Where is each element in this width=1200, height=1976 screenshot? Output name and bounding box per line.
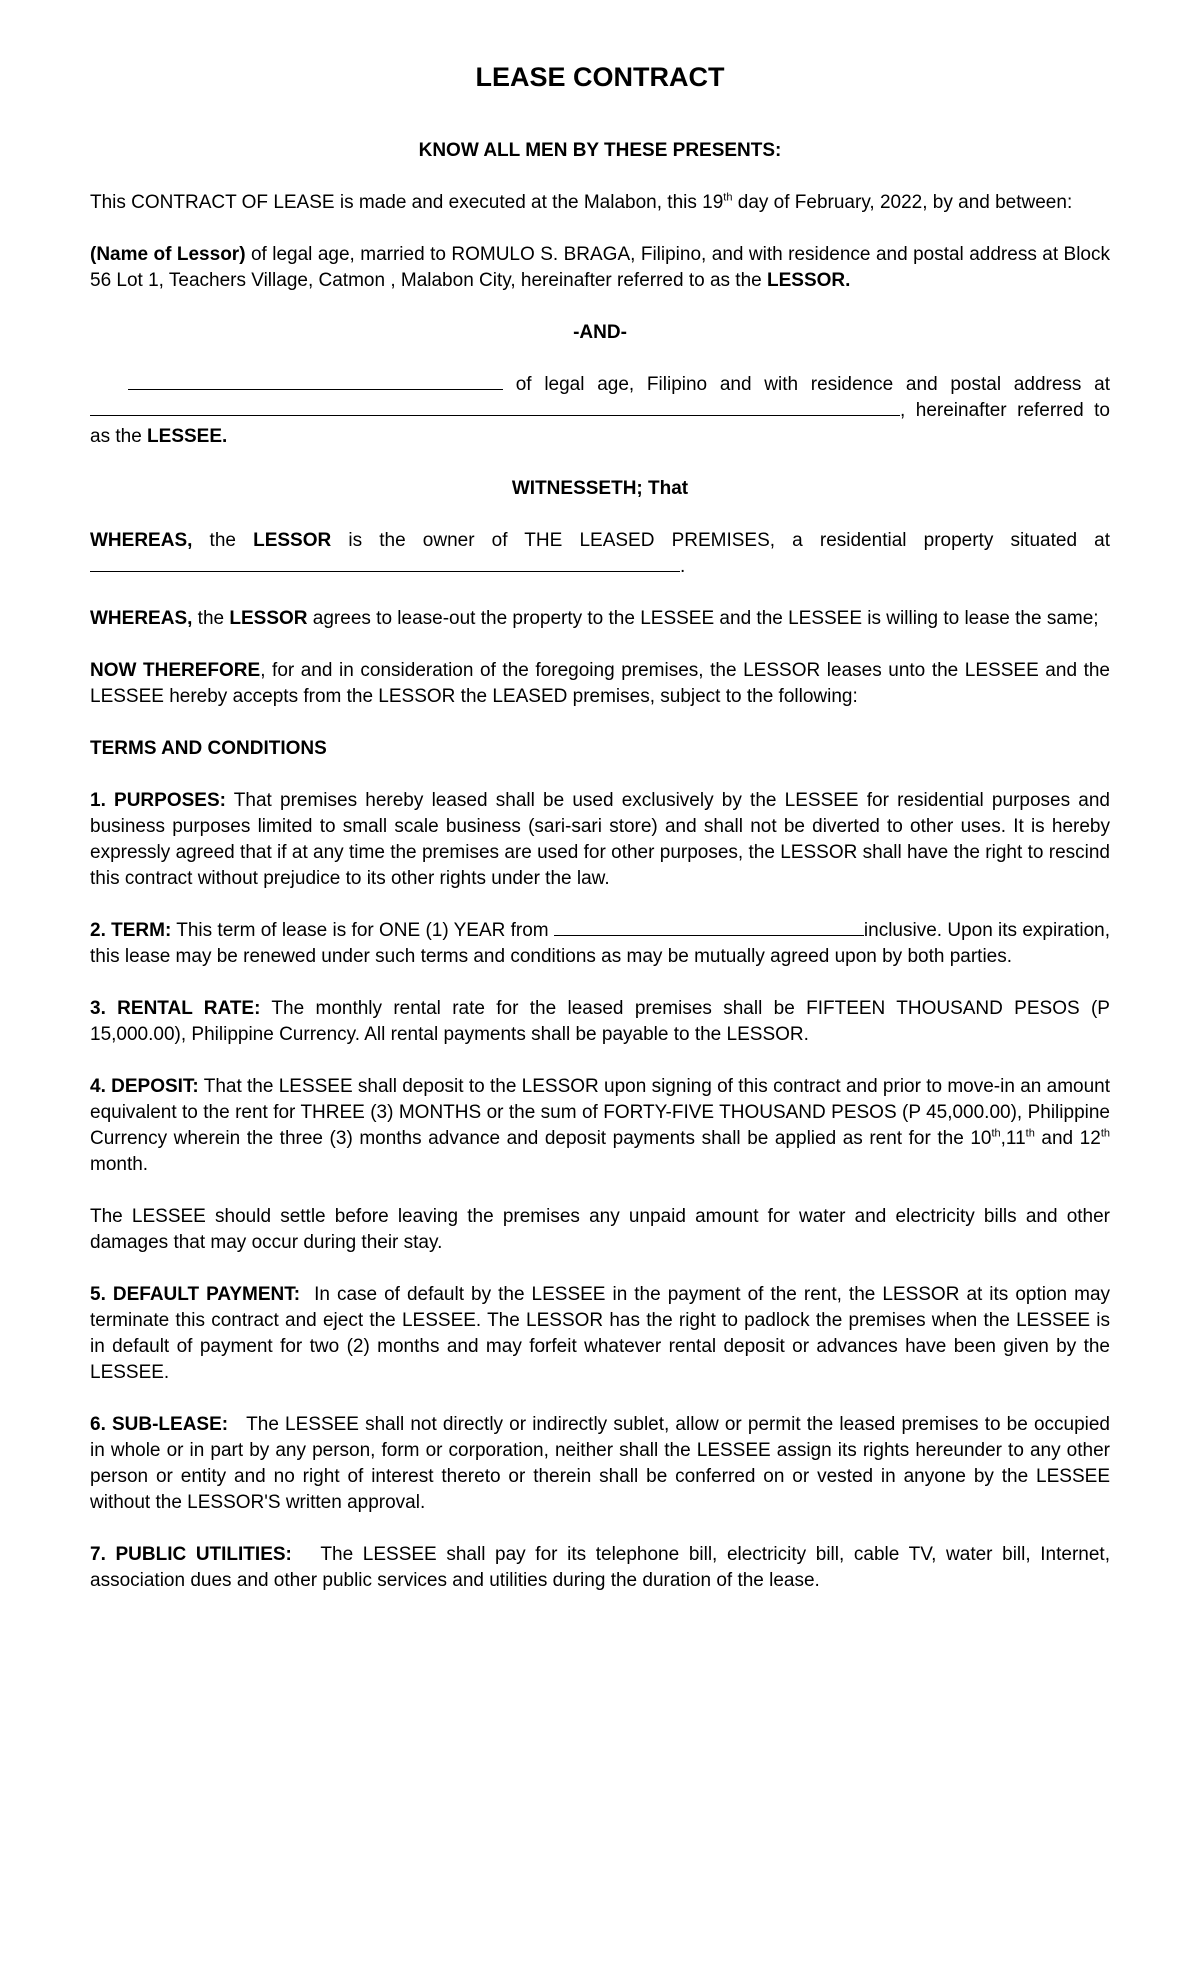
para-lessor: [90, 242, 1110, 294]
blank-fill-in-line: [90, 400, 900, 416]
para-intro: [90, 190, 1110, 216]
text-segment: LESSOR.: [767, 270, 851, 291]
document-title: LEASE CONTRACT: [475, 62, 725, 92]
text-segment: (Name of Lessor): [90, 244, 246, 265]
text-segment: LESSOR: [253, 530, 332, 551]
text-segment: The LESSEE should settle before leaving the premises any unpaid amount for water and electricity bills and other damages that may occur during their stay.: [90, 1206, 1110, 1253]
heading-terms-and-conditions: TERMS AND CONDITIONS: [90, 738, 327, 759]
text-segment: In case of default by the LESSEE in the payment of the rent, the LESSOR at its option may terminate this contract and eject the LESSEE. The LESSOR has the right to padlock the premises when the LESSEE is in default of payment for two (2) months and may forfeit whatever rental deposit or advances have been given by the LESSEE.: [90, 1284, 1111, 1383]
text-segment: That the LESSEE shall deposit to the LESSOR upon signing of this contract and prior to move-in an amount equivalent to the rent for THREE (3) MONTHS or the sum of FORTY-FIVE THOUSAND PESOS (P 45,000.00), Philippine Currency wherein the three (3) months advance and deposit payments shall be applied as rent for the 10: [90, 1076, 1111, 1149]
text-segment: day of February, 2022, by and between:: [732, 192, 1073, 213]
text-segment: 1. PURPOSES:: [90, 790, 226, 811]
text-segment: agrees to lease-out the property to the LESSEE and the LESSEE is willing to lease the same;: [307, 608, 1099, 629]
para-deposit-note: [90, 1204, 1110, 1256]
clause-purposes: [90, 788, 1110, 892]
clause-public-utilities: [90, 1542, 1110, 1594]
clause-sublease: [90, 1412, 1110, 1516]
heading-witnesseth: WITNESSETH; That: [511, 478, 689, 499]
text-segment: 5. DEFAULT PAYMENT:: [90, 1284, 301, 1305]
para-whereas-lease-out: [90, 606, 1110, 632]
text-segment: That premises hereby leased shall be used exclusively by the LESSEE for residential purposes and business purposes limited to small scale business (sari-sari store) and shall not be diverted to other uses. It is hereby expressly agreed that if at any time the premises are used for other purposes, the LESSOR shall have the right to rescind this contract without prejudice to its other rights under the law.: [90, 790, 1110, 889]
text-segment: WHEREAS,: [90, 608, 193, 629]
clause-term: [90, 918, 1110, 970]
text-segment: NOW THEREFORE: [90, 660, 261, 681]
para-whereas-owner: [90, 528, 1110, 580]
blank-fill-in-line: [554, 920, 864, 936]
text-segment: ,11: [1000, 1128, 1026, 1149]
text-segment: month.: [90, 1154, 149, 1175]
text-segment: LESSOR: [229, 608, 308, 629]
text-segment: 6. SUB-LEASE:: [90, 1414, 229, 1435]
text-segment: the: [192, 530, 254, 551]
text-segment: This term of lease is for ONE (1) YEAR from: [171, 920, 554, 941]
spacer: [90, 389, 128, 390]
text-segment: th: [723, 191, 733, 204]
text-segment: inclusive. Upon its expiration, this lease may be renewed under such terms and conditions as may be mutually agreed upon by both parties.: [90, 920, 1110, 967]
text-segment: is the owner of THE LEASED PREMISES, a residential property situated at: [331, 530, 1110, 551]
text-segment: LESSEE.: [147, 426, 228, 447]
blank-fill-in-line: [128, 374, 503, 390]
text-segment: 3. RENTAL RATE:: [90, 998, 261, 1019]
text-segment: , hereinafter referred to as the: [90, 400, 1110, 447]
clause-rental-rate: [90, 996, 1110, 1048]
text-segment: The LESSEE shall pay for its telephone bill, electricity bill, cable TV, water bill, Internet, association dues and other public services and utilities during the duration of the lease.: [90, 1544, 1110, 1591]
text-segment: and 12: [1034, 1128, 1101, 1149]
heading-know-all-men: KNOW ALL MEN BY THESE PRESENTS:: [418, 140, 782, 161]
text-segment: 4. DEPOSIT:: [90, 1076, 199, 1097]
text-segment: The LESSEE shall not directly or indirectly sublet, allow or permit the leased premises to be occupied in whole or in part by any person, form or corporation, neither shall the LESSEE assign its rights hereunder to any other person or entity and no right of interest thereto or therein shall be conferred on or vested in anyone by the LESSEE without the LESSOR'S written approval.: [90, 1414, 1110, 1513]
text-segment: This CONTRACT OF LEASE is made and executed at the Malabon, this 19: [90, 192, 724, 213]
blank-fill-in-line: [90, 556, 680, 572]
clause-deposit: [90, 1074, 1110, 1178]
text-segment: 2. TERM:: [90, 920, 172, 941]
text-segment: .: [680, 556, 686, 577]
para-now-therefore: [90, 658, 1110, 710]
clause-default-payment: [90, 1282, 1110, 1386]
text-segment: th: [1100, 1127, 1110, 1140]
text-segment: the: [192, 608, 230, 629]
text-segment: The monthly rental rate for the leased premises shall be FIFTEEN THOUSAND PESOS (P 15,000.00), Philippine Currency. All rental payments shall be payable to the LESSOR.: [90, 998, 1110, 1045]
text-segment: , for and in consideration of the foregoing premises, the LESSOR leases unto the LESSEE and the LESSEE hereby accepts from the LESSOR the LEASED premises, subject to the following:: [90, 660, 1110, 707]
para-lessee: [90, 372, 1110, 450]
text-segment: of legal age, Filipino and with residence and postal address at: [503, 374, 1110, 395]
text-segment: th: [991, 1127, 1001, 1140]
text-segment: th: [1025, 1127, 1035, 1140]
text-segment: WHEREAS,: [90, 530, 193, 551]
and-separator: -AND-: [573, 322, 627, 343]
text-segment: 7. PUBLIC UTILITIES:: [90, 1544, 292, 1565]
text-segment: of legal age, married to ROMULO S. BRAGA, Filipino, and with residence and postal address at Block 56 Lot 1, Teachers Village, Catmon , Malabon City, hereinafter referred to as the: [90, 244, 1111, 291]
